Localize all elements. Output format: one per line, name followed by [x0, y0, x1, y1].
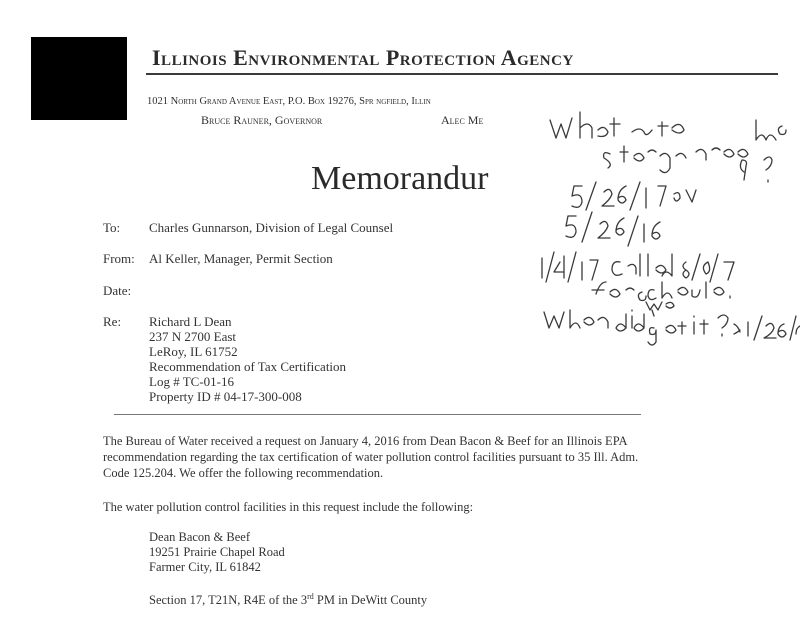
re-line: Richard L Dean — [149, 314, 232, 329]
separator-rule — [114, 414, 641, 415]
agency-title: Illinois Environmental Protection Agency — [152, 45, 574, 70]
handwritten-notes — [520, 90, 800, 360]
from-label: From: — [103, 251, 135, 266]
memo-title: Memorandur — [311, 160, 489, 197]
header-rule — [146, 73, 778, 75]
from-value: Al Keller, Manager, Permit Section — [149, 251, 333, 266]
section-line: Section 17, T21N, R4E of the 3rd PM in DeWitt County — [149, 592, 428, 608]
body-paragraph-2: The water pollution control facilities in this request include the following: — [103, 500, 474, 514]
body-line: recommendation regarding the tax certification of water pollution control facilities pursuant to 35 Ill. Adm. — [103, 450, 639, 464]
facility-line: 19251 Prairie Chapel Road — [149, 545, 285, 559]
body-line: The Bureau of Water received a request on January 4, 2016 from Dean Bacon & Beef for an Illinois EPA — [103, 434, 628, 448]
facility-line: Farmer City, IL 61842 — [149, 560, 261, 574]
agency-address: 1021 North Grand Avenue East, P.O. Box 19276, Spr ngfield, Illin — [147, 96, 431, 107]
to-label: To: — [103, 220, 121, 235]
re-label: Re: — [103, 314, 122, 329]
date-label: Date: — [103, 283, 132, 298]
re-line: Recommendation of Tax Certification — [149, 359, 347, 374]
redaction-block — [31, 37, 127, 120]
body-line: Code 125.204. We offer the following recommendation. — [103, 466, 384, 480]
facility-line: Dean Bacon & Beef — [149, 530, 251, 544]
re-line: Property ID # 04-17-300-008 — [149, 389, 302, 404]
director-name: Alec Me — [441, 113, 484, 127]
re-line: 237 N 2700 East — [149, 329, 237, 344]
re-line: Log # TC-01-16 — [149, 374, 234, 389]
to-value: Charles Gunnarson, Division of Legal Counsel — [149, 220, 394, 235]
re-line: LeRoy, IL 61752 — [149, 344, 238, 359]
governor-name: Bruce Rauner, Governor — [201, 113, 323, 127]
